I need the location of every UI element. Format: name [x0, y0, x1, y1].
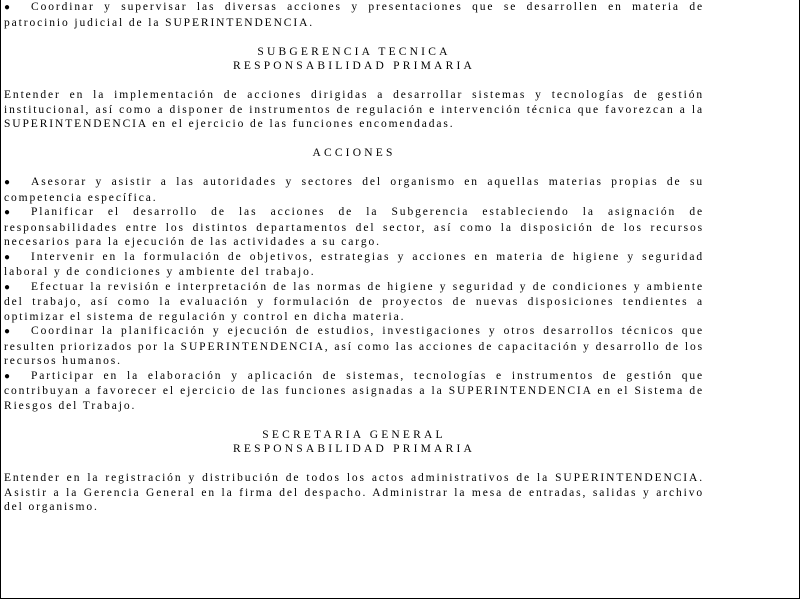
action-text: Intervenir en la formulación de objetivos, estrategias y acciones en materia de higiene y seguridad laboral y de condiciones y ambiente del trabajo. — [4, 250, 704, 278]
bullet-icon: ● — [4, 370, 11, 382]
document-body — [4, 0, 704, 515]
section-secretaria-subtitle: RESPONSABILIDAD PRIMARIA — [233, 443, 475, 455]
bullet-icon: ● — [4, 2, 11, 13]
action-text: Asesorar y asistir a las autoridades y sectores del organismo en aquellas materias propias de su competencia específica. — [4, 176, 704, 204]
action-text: Coordinar la planificación y ejecución de estudios, investigaciones y otros desarrollos técnicos que resulten priorizados por la SUPERINTENDENCIA, así como las acciones de capacitación y desarrollo de los recursos humanos. — [4, 325, 704, 367]
section-tecnica-subtitle: RESPONSABILIDAD PRIMARIA — [233, 60, 475, 72]
action-item — [4, 280, 704, 325]
action-item — [4, 369, 704, 414]
action-item — [4, 250, 704, 280]
acciones-heading: ACCIONES — [312, 147, 396, 159]
action-text: Planificar el desarrollo de las acciones de la Subgerencia estableciendo la asignación de responsabilidades entre los distintos departamentos del sector, así como la disposición de los recursos necesarios para la ejecución de las actividades a su cargo. — [4, 206, 704, 248]
bullet-icon: ● — [4, 177, 11, 188]
bullet-icon: ● — [4, 251, 11, 263]
bullet-icon: ● — [4, 281, 11, 293]
action-item — [4, 324, 704, 369]
action-text: Efectuar la revisión e interpretación de las normas de higiene y seguridad y de condiciones y ambiente del trabajo, así como la evaluación y formulación de proyectos de nuevas disposiciones tendientes a optimizar el sistema de regulación y control en dicha materia. — [4, 280, 704, 323]
intro-bullet-text: Coordinar y supervisar las diversas acciones y presentaciones que se desarrollen en materia de patrocinio judicial de la SUPERINTENDENCIA. — [4, 1, 704, 29]
action-text: Participar en la elaboración y aplicación de sistemas, tecnologías e instrumentos de gestión que contribuyan a favorecer el ejercicio de las funciones asignadas a la SUPERINTENDENCIA en el Sistema de Riesgos del Trabajo. — [4, 369, 704, 412]
action-item — [4, 175, 704, 205]
section-secretaria-responsibility: Entender en la registración y distribución de todos los actos administrativos de la SUPERINTENDENCIA. Asistir a la Gerencia General en la firma del despacho. Administrar la mesa de entradas, salidas y archivo del organismo. — [4, 472, 704, 513]
section-tecnica-title: SUBGERENCIA TECNICA — [257, 45, 451, 58]
bullet-icon: ● — [4, 207, 11, 218]
section-secretaria-title: SECRETARIA GENERAL — [262, 428, 446, 441]
section-tecnica-responsibility: Entender en la implementación de acciones dirigidas a desarrollar sistemas y tecnologías de gestión institucional, así como a disponer de instrumentos de regulación e intervención técnica que favorezcan a la SUPERINTENDENCIA en el ejercicio de las funciones encomendadas. — [4, 89, 704, 130]
action-item — [4, 205, 704, 250]
intro-bullet-item — [4, 0, 704, 30]
bullet-icon: ● — [4, 326, 11, 337]
